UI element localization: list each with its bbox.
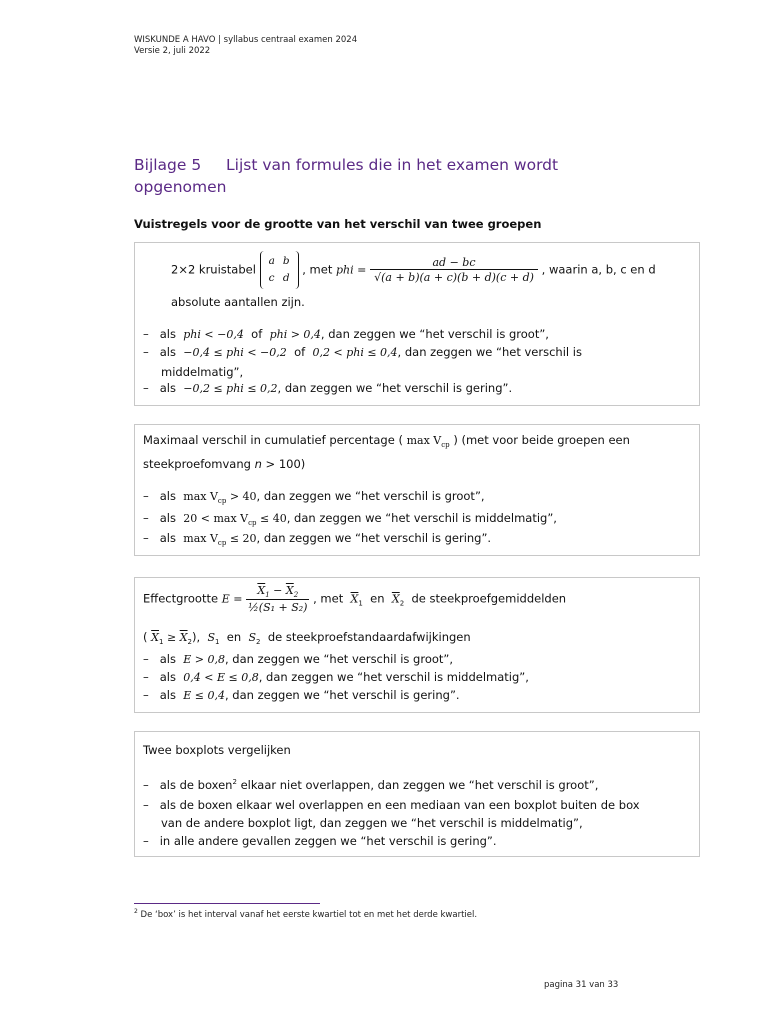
rule-pre: als (159, 489, 176, 503)
e-num-minus: − (269, 584, 286, 597)
bullet: – (143, 778, 149, 792)
rule-pre: als (159, 652, 176, 666)
footnote-rule (134, 903, 320, 904)
bullet: – (143, 327, 149, 341)
x2-sub: 2 (399, 599, 405, 608)
phi-rule-1 (143, 327, 549, 341)
rule-math: phi > 0,4 (269, 328, 321, 341)
boxplot-box (134, 731, 700, 857)
rule-math-a: max V (183, 532, 218, 545)
bullet: – (143, 489, 149, 503)
vcp-rule-3 (143, 531, 491, 547)
phi-denominator-text: (a + b)(a + c)(b + d)(c + d) (381, 271, 534, 284)
rule-math-a: max V (213, 512, 249, 525)
vcp-text: max V (406, 434, 442, 447)
phi-fraction (370, 256, 538, 284)
rule-pre: als (159, 511, 176, 525)
met-text: , met (313, 591, 344, 606)
rule-text-a: als de boxen (159, 778, 233, 792)
e-numerator (246, 584, 309, 599)
rule-text-b: elkaar niet overlappen, dan zeggen we “het verschil is groot”, (240, 778, 599, 792)
rule-math-a: max V (183, 490, 218, 503)
e-fraction (246, 584, 309, 614)
effect-size-box (134, 577, 700, 713)
vcp-box (134, 424, 700, 556)
s2-sub: 2 (256, 638, 261, 646)
rule-post: , dan zeggen we “het verschil is groot”, (225, 652, 454, 666)
cond-x1-sub: 1 (159, 638, 164, 646)
page-header (134, 35, 357, 56)
vcp-math (407, 434, 450, 447)
footnote-ref: 2 (232, 778, 237, 787)
phi-box (134, 242, 700, 406)
matrix-a: a (268, 255, 275, 267)
effect-rule-3 (143, 688, 460, 702)
vcp-intro-c (143, 457, 305, 471)
rule-math: phi < −0,4 (183, 328, 244, 341)
vcp-rule-1 (143, 489, 485, 505)
vcp-intro-a: Maximaal verschil in cumulatief percentage ( (143, 433, 403, 447)
bullet: – (143, 834, 149, 848)
phi-numerator: ad − bc (432, 256, 476, 269)
matrix-d: d (282, 272, 290, 284)
vcp-rule-2 (143, 511, 557, 527)
footnote (134, 908, 477, 920)
rule-math (183, 532, 256, 545)
e-denominator (246, 599, 309, 614)
x1-symbol: $\overline{X}$ (350, 592, 359, 606)
rule-post: , dan zeggen we “het verschil is gering”. (225, 688, 460, 702)
rule-pre: als (159, 327, 176, 341)
rule-math-tail: ≤ 20 (229, 532, 257, 545)
effect-rule-2 (143, 670, 529, 684)
rule-of: of (251, 327, 263, 341)
phi-label: phi = (336, 263, 367, 277)
bullet: – (143, 798, 149, 812)
effect-condition (143, 630, 471, 646)
section-subtitle: Vuistregels voor de grootte van het verschil van twee groepen (134, 217, 542, 231)
s1-sub: 1 (215, 638, 220, 646)
rule-math (183, 490, 256, 503)
x2-symbol: $\overline{X}$ (391, 592, 400, 606)
cond-x2: $\overline{X}$ (179, 631, 188, 644)
bullet: – (143, 670, 149, 684)
vcp-intro-c1: steekproefomvang (143, 457, 251, 471)
rule-pre: als (159, 670, 176, 684)
header-line-1: WISKUNDE A HAVO | syllabus centraal examen 2024 (134, 35, 358, 45)
phi-rule-2 (143, 345, 582, 359)
bullet: – (143, 381, 149, 395)
s2-symbol: S (248, 631, 257, 644)
rule-post: , dan zeggen we “het verschil is gering”. (277, 381, 513, 395)
boxplot-rule-1 (143, 778, 598, 792)
rule-pre: als (159, 688, 176, 702)
en-text: en (226, 630, 242, 644)
vcp-sub: cp (441, 441, 450, 449)
matrix-c: c (268, 272, 275, 284)
en-text: en (370, 591, 385, 606)
rule-post: , dan zeggen we “het verschil is groot”, (320, 327, 549, 341)
rule-math: −0,4 ≤ phi < −0,2 (183, 346, 287, 359)
rule-math: E > 0,8 (183, 653, 225, 666)
s1-symbol: S (207, 631, 216, 644)
e-den-half: ½ (248, 601, 259, 614)
effect-rule-1 (143, 652, 453, 666)
cond-ge: ≥ (163, 631, 180, 644)
rule-pre: als (159, 345, 176, 359)
boxplot-rule-2 (143, 798, 640, 812)
vcp-n: n (254, 457, 262, 471)
page-title (134, 154, 604, 198)
phi-intro-c: absolute aantallen zijn. (171, 295, 305, 309)
bullet: – (143, 688, 149, 702)
header-line-2: Versie 2, juli 2022 (134, 45, 211, 56)
page-number: pagina 31 van 33 (544, 980, 619, 990)
rule-math: 0,4 < E ≤ 0,8 (183, 671, 259, 684)
x1-sub: 1 (358, 599, 363, 608)
matrix-b: b (282, 255, 290, 267)
phi-intro-b: , waarin a, b, c en d (541, 262, 656, 277)
rule-text: als de boxen elkaar wel overlappen en een mediaan van een boxplot buiten de box (159, 798, 640, 812)
boxplot-title: Twee boxplots vergelijken (143, 743, 291, 757)
boxplot-rule-2-cont: van de andere boxplot ligt, dan zeggen we “het verschil is middelmatig”, (161, 816, 583, 830)
rule-math-head: 20 < (183, 512, 210, 525)
bullet: – (143, 511, 149, 525)
cond-open: ( (143, 630, 148, 644)
vcp-intro-c3: > 100) (265, 457, 306, 471)
cond-x2-sub: 2 (187, 638, 192, 646)
footnote-mark: 2 (134, 908, 138, 915)
e-label: E = (221, 592, 243, 606)
footnote-text: De ‘box’ is het interval vanaf het eerste kwartiel tot en met het derde kwartiel. (140, 909, 478, 920)
rule-math-sub: cp (217, 497, 227, 505)
e-den-sum: (S₁ + S₂) (258, 601, 308, 614)
phi-intro-text: 2×2 kruistabel (171, 262, 256, 277)
rule-post: , dan zeggen we “het verschil is (397, 345, 582, 359)
effect-intro-a: Effectgrootte (143, 591, 219, 606)
bullet: – (143, 345, 149, 359)
met-text: , met (302, 262, 333, 277)
phi-rule-3 (143, 381, 512, 395)
e-num-x2: $\overline{X}$ (285, 584, 294, 597)
rule-pre: als (159, 381, 176, 395)
cond-x1: $\overline{X}$ (151, 631, 159, 644)
rule-of: of (294, 345, 306, 359)
rule-math-tail: ≤ 40 (260, 512, 287, 525)
phi-denominator: √(a + b)(a + c)(b + d)(c + d) (370, 269, 538, 284)
phi-rule-2-cont: middelmatig”, (161, 365, 244, 379)
effect-intro-c: de steekproefstandaardafwijkingen (267, 630, 471, 644)
rule-post: , dan zeggen we “het verschil is middelmatig”, (286, 511, 557, 525)
effect-intro-b: de steekproefgemiddelden (411, 591, 567, 606)
rule-math: −0,2 ≤ phi ≤ 0,2 (183, 382, 278, 395)
title-text: Lijst van formules die in het examen wordt opgenomen (134, 156, 559, 196)
rule-post: , dan zeggen we “het verschil is groot”, (256, 489, 485, 503)
effect-intro (143, 584, 566, 614)
e-num-x1-sub: 1 (265, 591, 270, 599)
e-num-x2-sub: 2 (293, 591, 299, 599)
rule-math: E ≤ 0,4 (183, 689, 225, 702)
rule-text: in alle andere gevallen zeggen we “het verschil is gering”. (159, 834, 497, 848)
rule-math-tail: > 40 (229, 490, 257, 503)
rule-math (183, 512, 286, 525)
phi-intro (171, 251, 656, 289)
rule-post: , dan zeggen we “het verschil is gering”. (256, 531, 492, 545)
crosstab-matrix (260, 251, 299, 289)
rule-post: , dan zeggen we “het verschil is middelmatig”, (258, 670, 529, 684)
boxplot-rule-3 (143, 834, 497, 848)
rule-math-sub: cp (217, 539, 227, 547)
title-number: Bijlage 5 (134, 156, 202, 174)
bullet: – (143, 652, 149, 666)
rule-math-sub: cp (248, 519, 257, 527)
bullet: – (143, 531, 149, 545)
vcp-intro-b: ) (met voor beide groepen een (453, 433, 630, 447)
cond-close: ), (192, 630, 201, 644)
vcp-intro (143, 433, 630, 449)
rule-math: 0,2 < phi ≤ 0,4 (312, 346, 398, 359)
e-num-x1: $\overline{X}$ (257, 584, 266, 597)
rule-pre: als (159, 531, 176, 545)
